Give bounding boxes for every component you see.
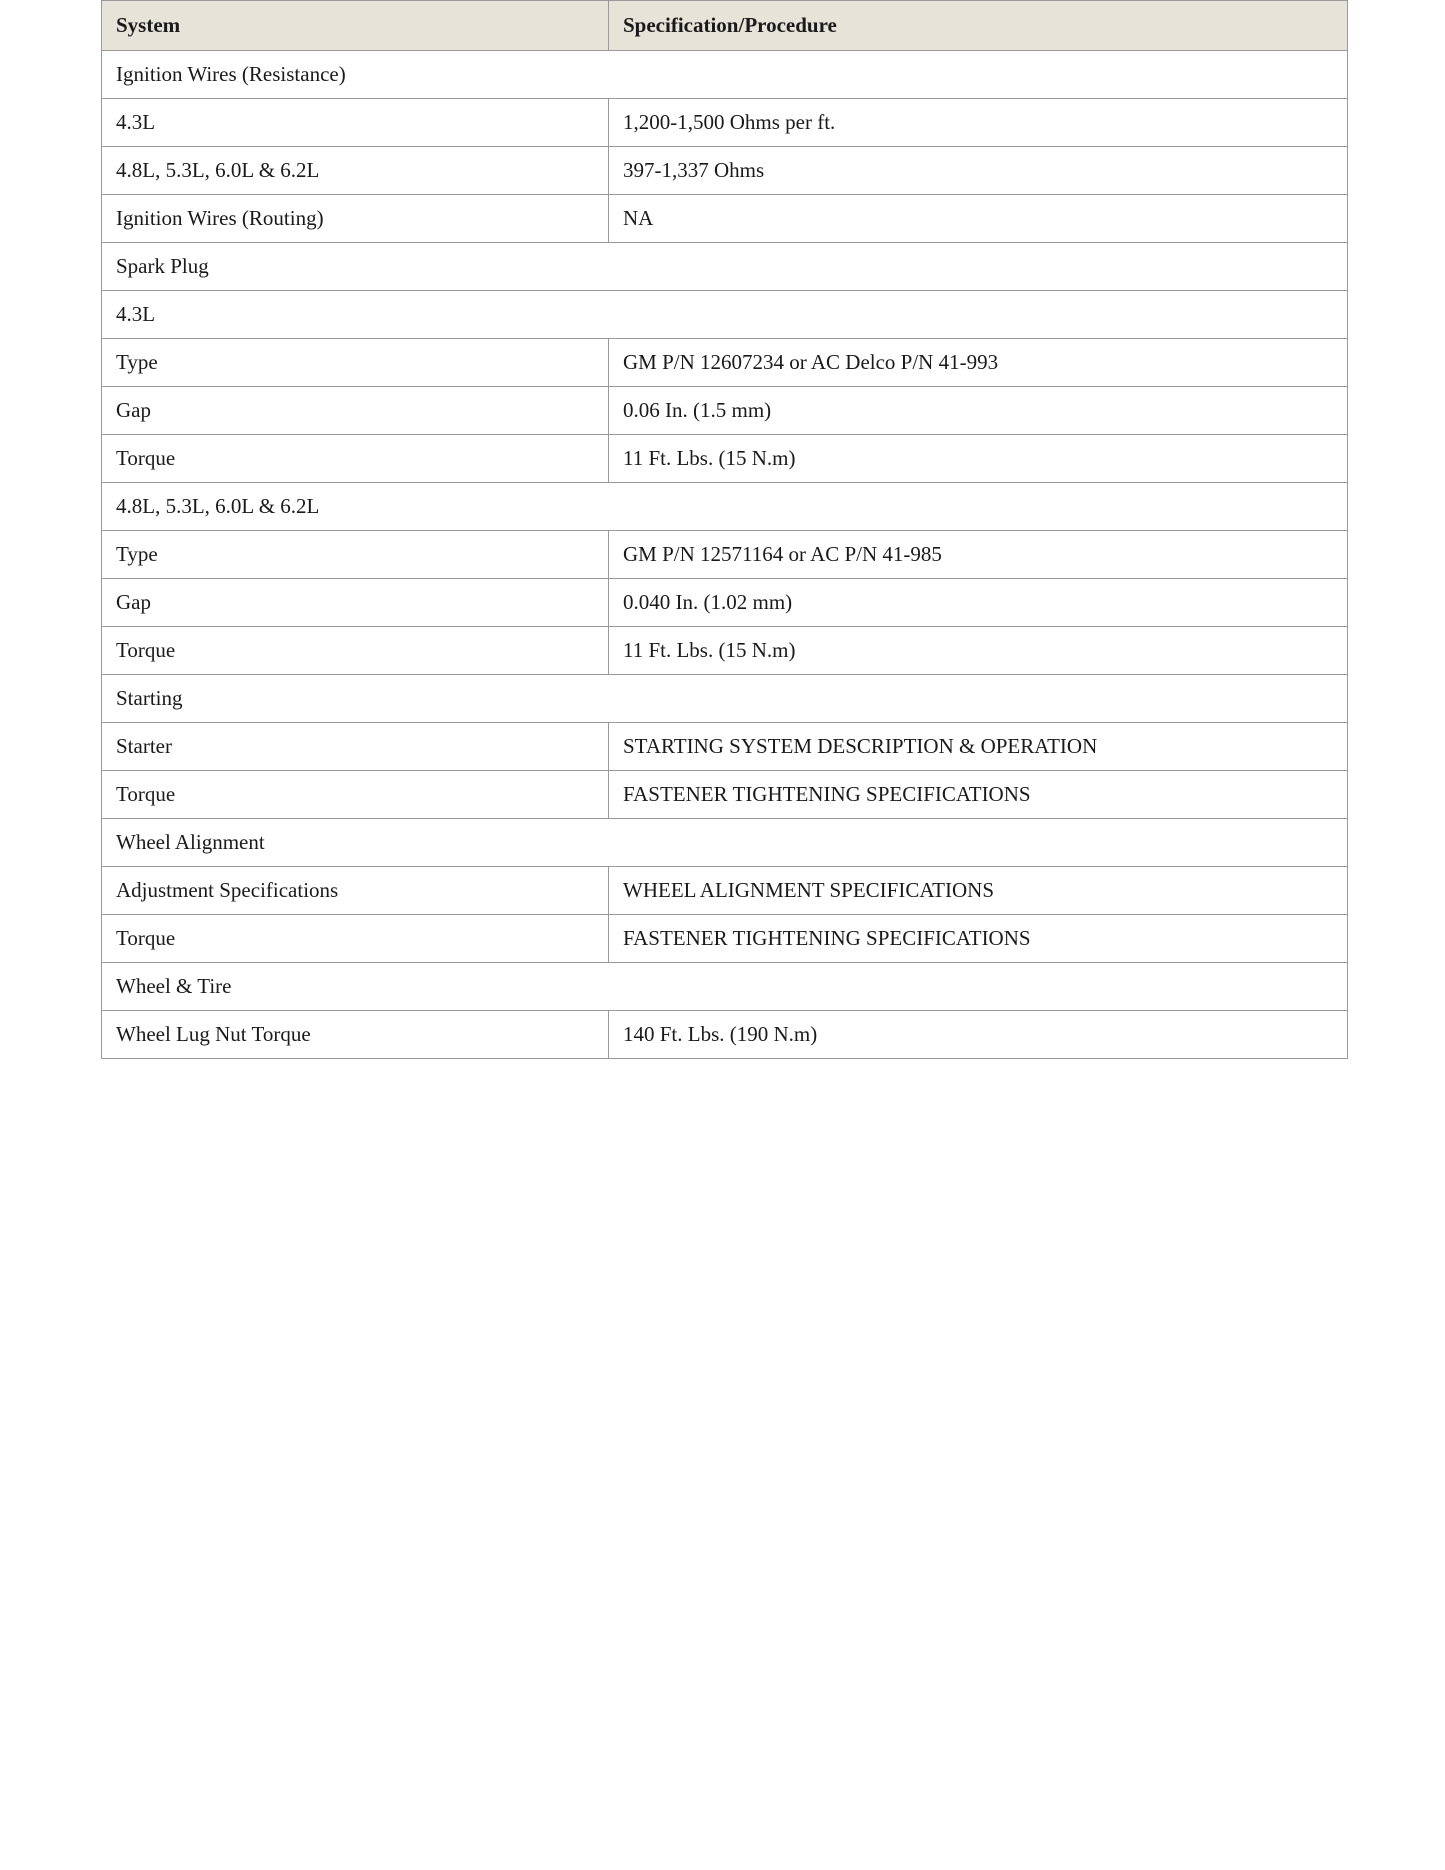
system-cell: Torque bbox=[102, 915, 609, 963]
specification-cell: NA bbox=[609, 195, 1348, 243]
specification-cell: FASTENER TIGHTENING SPECIFICATIONS bbox=[609, 915, 1348, 963]
system-cell: Adjustment Specifications bbox=[102, 867, 609, 915]
section-heading-cell: 4.3L bbox=[102, 291, 1348, 339]
section-heading-cell: Ignition Wires (Resistance) bbox=[102, 51, 1348, 99]
specification-cell: WHEEL ALIGNMENT SPECIFICATIONS bbox=[609, 867, 1348, 915]
table-row bbox=[102, 1011, 1348, 1059]
table-row bbox=[102, 819, 1348, 867]
system-cell: Wheel Lug Nut Torque bbox=[102, 1011, 609, 1059]
table-row bbox=[102, 627, 1348, 675]
system-cell: 4.8L, 5.3L, 6.0L & 6.2L bbox=[102, 147, 609, 195]
system-cell: Ignition Wires (Routing) bbox=[102, 195, 609, 243]
table-row bbox=[102, 339, 1348, 387]
section-heading-cell: Wheel Alignment bbox=[102, 819, 1348, 867]
section-heading-cell: Wheel & Tire bbox=[102, 963, 1348, 1011]
system-cell: Torque bbox=[102, 627, 609, 675]
table-row bbox=[102, 243, 1348, 291]
specification-cell: FASTENER TIGHTENING SPECIFICATIONS bbox=[609, 771, 1348, 819]
specification-cell: 397-1,337 Ohms bbox=[609, 147, 1348, 195]
specification-cell: GM P/N 12571164 or AC P/N 41-985 bbox=[609, 531, 1348, 579]
system-cell: 4.3L bbox=[102, 99, 609, 147]
specification-cell: 140 Ft. Lbs. (190 N.m) bbox=[609, 1011, 1348, 1059]
table-row bbox=[102, 435, 1348, 483]
specification-cell: 11 Ft. Lbs. (15 N.m) bbox=[609, 435, 1348, 483]
system-cell: Gap bbox=[102, 387, 609, 435]
table-row bbox=[102, 483, 1348, 531]
specification-cell: 1,200-1,500 Ohms per ft. bbox=[609, 99, 1348, 147]
section-heading-cell: 4.8L, 5.3L, 6.0L & 6.2L bbox=[102, 483, 1348, 531]
table-row bbox=[102, 675, 1348, 723]
system-cell: Torque bbox=[102, 435, 609, 483]
table-row bbox=[102, 291, 1348, 339]
section-heading-cell: Spark Plug bbox=[102, 243, 1348, 291]
system-cell: Torque bbox=[102, 771, 609, 819]
table-body bbox=[102, 51, 1348, 1059]
system-column-header: System bbox=[102, 1, 609, 51]
table-row bbox=[102, 195, 1348, 243]
table-row bbox=[102, 387, 1348, 435]
table-row bbox=[102, 531, 1348, 579]
specifications-table bbox=[101, 0, 1348, 1059]
table-row bbox=[102, 723, 1348, 771]
table-row bbox=[102, 579, 1348, 627]
specification-cell: GM P/N 12607234 or AC Delco P/N 41-993 bbox=[609, 339, 1348, 387]
specification-column-header: Specification/Procedure bbox=[609, 1, 1348, 51]
table-row bbox=[102, 867, 1348, 915]
specification-cell: STARTING SYSTEM DESCRIPTION & OPERATION bbox=[609, 723, 1348, 771]
specification-cell: 11 Ft. Lbs. (15 N.m) bbox=[609, 627, 1348, 675]
section-heading-cell: Starting bbox=[102, 675, 1348, 723]
table-row bbox=[102, 147, 1348, 195]
system-cell: Type bbox=[102, 339, 609, 387]
table-row bbox=[102, 963, 1348, 1011]
specification-cell: 0.040 In. (1.02 mm) bbox=[609, 579, 1348, 627]
table-header-row bbox=[102, 1, 1348, 51]
specification-cell: 0.06 In. (1.5 mm) bbox=[609, 387, 1348, 435]
table-row bbox=[102, 915, 1348, 963]
table-row bbox=[102, 771, 1348, 819]
system-cell: Gap bbox=[102, 579, 609, 627]
table-row bbox=[102, 99, 1348, 147]
system-cell: Type bbox=[102, 531, 609, 579]
system-cell: Starter bbox=[102, 723, 609, 771]
table-row bbox=[102, 51, 1348, 99]
